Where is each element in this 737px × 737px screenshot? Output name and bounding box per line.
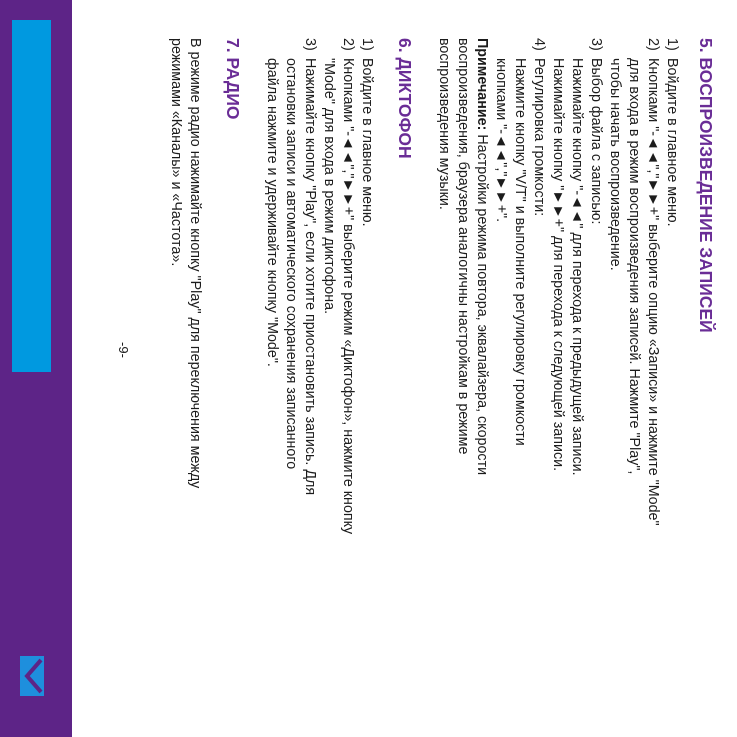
item-line: кнопками "-◄◄","►►+". <box>493 58 509 223</box>
item-line: Войдите в главное меню. <box>359 58 375 227</box>
item-line: Нажимайте кнопку "Play", если хотите приостановить запись. Для <box>302 58 318 496</box>
list-item <box>262 38 319 693</box>
item-line: Выбор файла с записью: <box>588 58 604 225</box>
paragraph-line: режимами «Каналы» и «Частота». <box>168 38 184 267</box>
note <box>472 38 491 693</box>
item-number: 3) <box>588 38 604 51</box>
list-item <box>605 38 662 693</box>
note-line: Настройки режима повтора, эквалайзера, скорости <box>474 130 490 476</box>
item-number: 4) <box>531 38 547 51</box>
note-label: Примечание: <box>474 38 490 131</box>
item-line: Регулировка громкости: <box>531 58 547 217</box>
item-line: Нажимайте кнопку "-◄◄" для перехода к предыдущей записи. <box>569 58 585 476</box>
page-content <box>166 38 717 693</box>
item-line: Кнопками "-◄◄","►►+" выберите опцию «Записи» и нажмите "Mode" <box>645 58 661 526</box>
item-line: "Mode" для входа в режим диктофона. <box>321 58 337 315</box>
item-line: остановки записи и автоматического сохранения записанного <box>283 58 299 470</box>
page-number: -9- <box>116 342 131 358</box>
note-line: воспроизведения музыки. <box>436 38 452 210</box>
item-number: 1) <box>359 38 375 51</box>
list-item <box>491 38 548 693</box>
item-line: Кнопками "-◄◄","►►+" выберите режим «Диктофон», нажмите кнопку <box>340 58 356 535</box>
item-number: 2) <box>645 38 661 51</box>
item-line: Нажимайте кнопку "►►+" для перехода к следующей записи. <box>550 58 566 472</box>
section7-title: 7. РАДИО <box>223 38 243 120</box>
item-line: чтобы начать воспроизведение. <box>607 58 623 271</box>
item-line: для входа в режим воспроизведения записей. Нажмите "Play", <box>626 58 642 475</box>
section6-title: 6. ДИКТОФОН <box>395 38 415 159</box>
envelope-icon-svg <box>20 656 44 696</box>
item-number: 1) <box>664 38 680 51</box>
envelope-icon <box>20 656 44 696</box>
list-item <box>319 38 357 693</box>
item-number: 2) <box>340 38 356 51</box>
item-line: Войдите в главное меню. <box>664 58 680 227</box>
list-item <box>548 38 605 693</box>
paragraph-line: В режиме радио нажимайте кнопку "Play" для переключения между <box>187 38 203 489</box>
item-number: 3) <box>302 38 318 51</box>
item-line: Нажмите кнопку "V/T" и выполните регулировку громкости <box>512 58 528 446</box>
section5-title: 5. ВОСПРОИЗВЕДЕНИЕ ЗАПИСЕЙ <box>696 38 716 333</box>
accent-bar <box>12 20 51 372</box>
list-item <box>662 38 681 693</box>
footer-band <box>0 0 72 737</box>
list-item <box>357 38 376 693</box>
item-line: файла нажмите и удерживайте кнопку "Mode". <box>264 58 280 367</box>
note-line: воспроизведения, браузера аналогичны настройкам в режиме <box>455 38 471 455</box>
